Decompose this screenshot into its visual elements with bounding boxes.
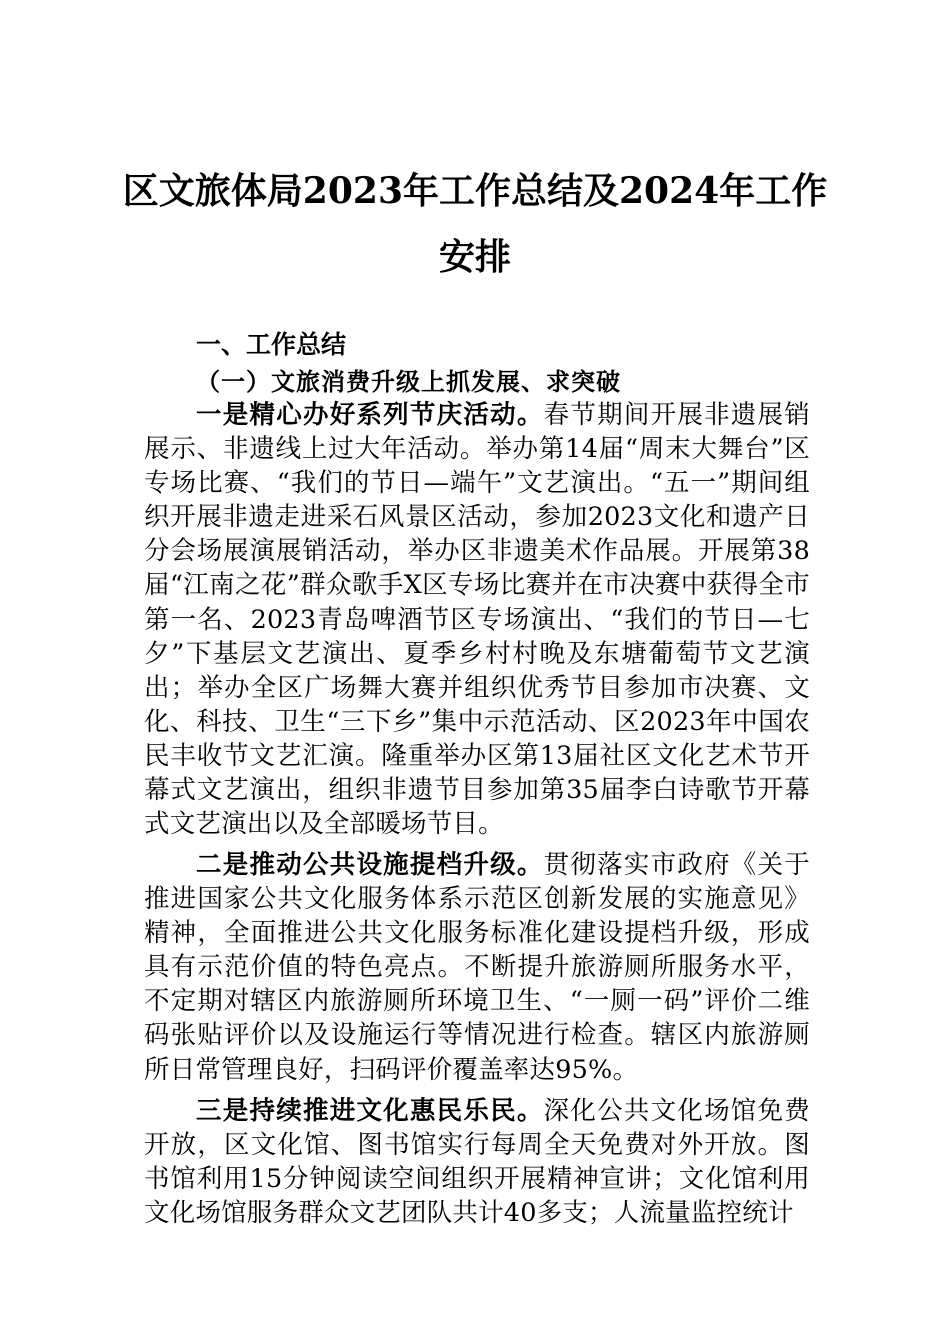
paragraph-festival-activities [144,398,810,841]
paragraph-lead: 三是持续推进文化惠民乐民。 [196,1096,544,1126]
paragraph-public-facilities [144,848,810,1087]
document-title: 区文旅体局2023年工作总结及2024年工作安排 [122,170,828,278]
paragraph-body: 春节期间开展非遗展销展示、非遗线上过大年活动。举办第14届“周末大舞台”区专场比赛、“我们的节日—端午”文艺演出。“五一”期间组织开展非遗走进采石风景区活动，参加2023文化和遗产日分会场展演展销活动，举办区非遗美术作品展。开展第38届“江南之花”群众歌手X区专场比赛并在市决赛中获得全市第一名、2023青岛啤酒节区专场演出、“我们的节日—七夕”下基层文艺演出、夏季乡村村晚及东塘葡萄节文艺演出；举办全区广场舞大赛并组织优秀节目参加市决赛、文化、科技、卫生“三下乡”集中示范活动、区2023年中国农民丰收节文艺汇演。隆重举办区第13届社区文化艺术节开幕式文艺演出，组织非遗节目参加第35届李白诗歌节开幕式文艺演出以及全部暖场节目。 [144,400,810,840]
section-heading: 一、工作总结 [196,330,347,359]
paragraph-body: 深化公共文化场馆免费开放，区文化馆、图书馆实行每周全天免费对外开放。图书馆利用15分钟阅读空间组织开展精神宣讲；文化馆利用文化场馆服务群众文艺团队共计40多支；人流量监控统计 [144,1096,810,1229]
paragraph-body: 贯彻落实市政府《关于推进国家公共文化服务体系示范区创新发展的实施意见》精神，全面推进公共文化服务标准化建设提档升级，形成具有示范价值的特色亮点。不断提升旅游厕所服务水平，不定期对辖区内旅游厕所环境卫生、“一厕一码”评价二维码张贴评价以及设施运行等情况进行检查。辖区内旅游厕所日常管理良好，扫码评价覆盖率达95%。 [144,850,810,1085]
subsection-heading: （一）文旅消费升级上抓发展、求突破 [196,367,621,396]
paragraph-lead: 二是推动公共设施提档升级。 [196,850,544,880]
paragraph-cultural-benefits [144,1094,810,1230]
paragraph-lead: 一是精心办好系列节庆活动。 [196,400,544,430]
